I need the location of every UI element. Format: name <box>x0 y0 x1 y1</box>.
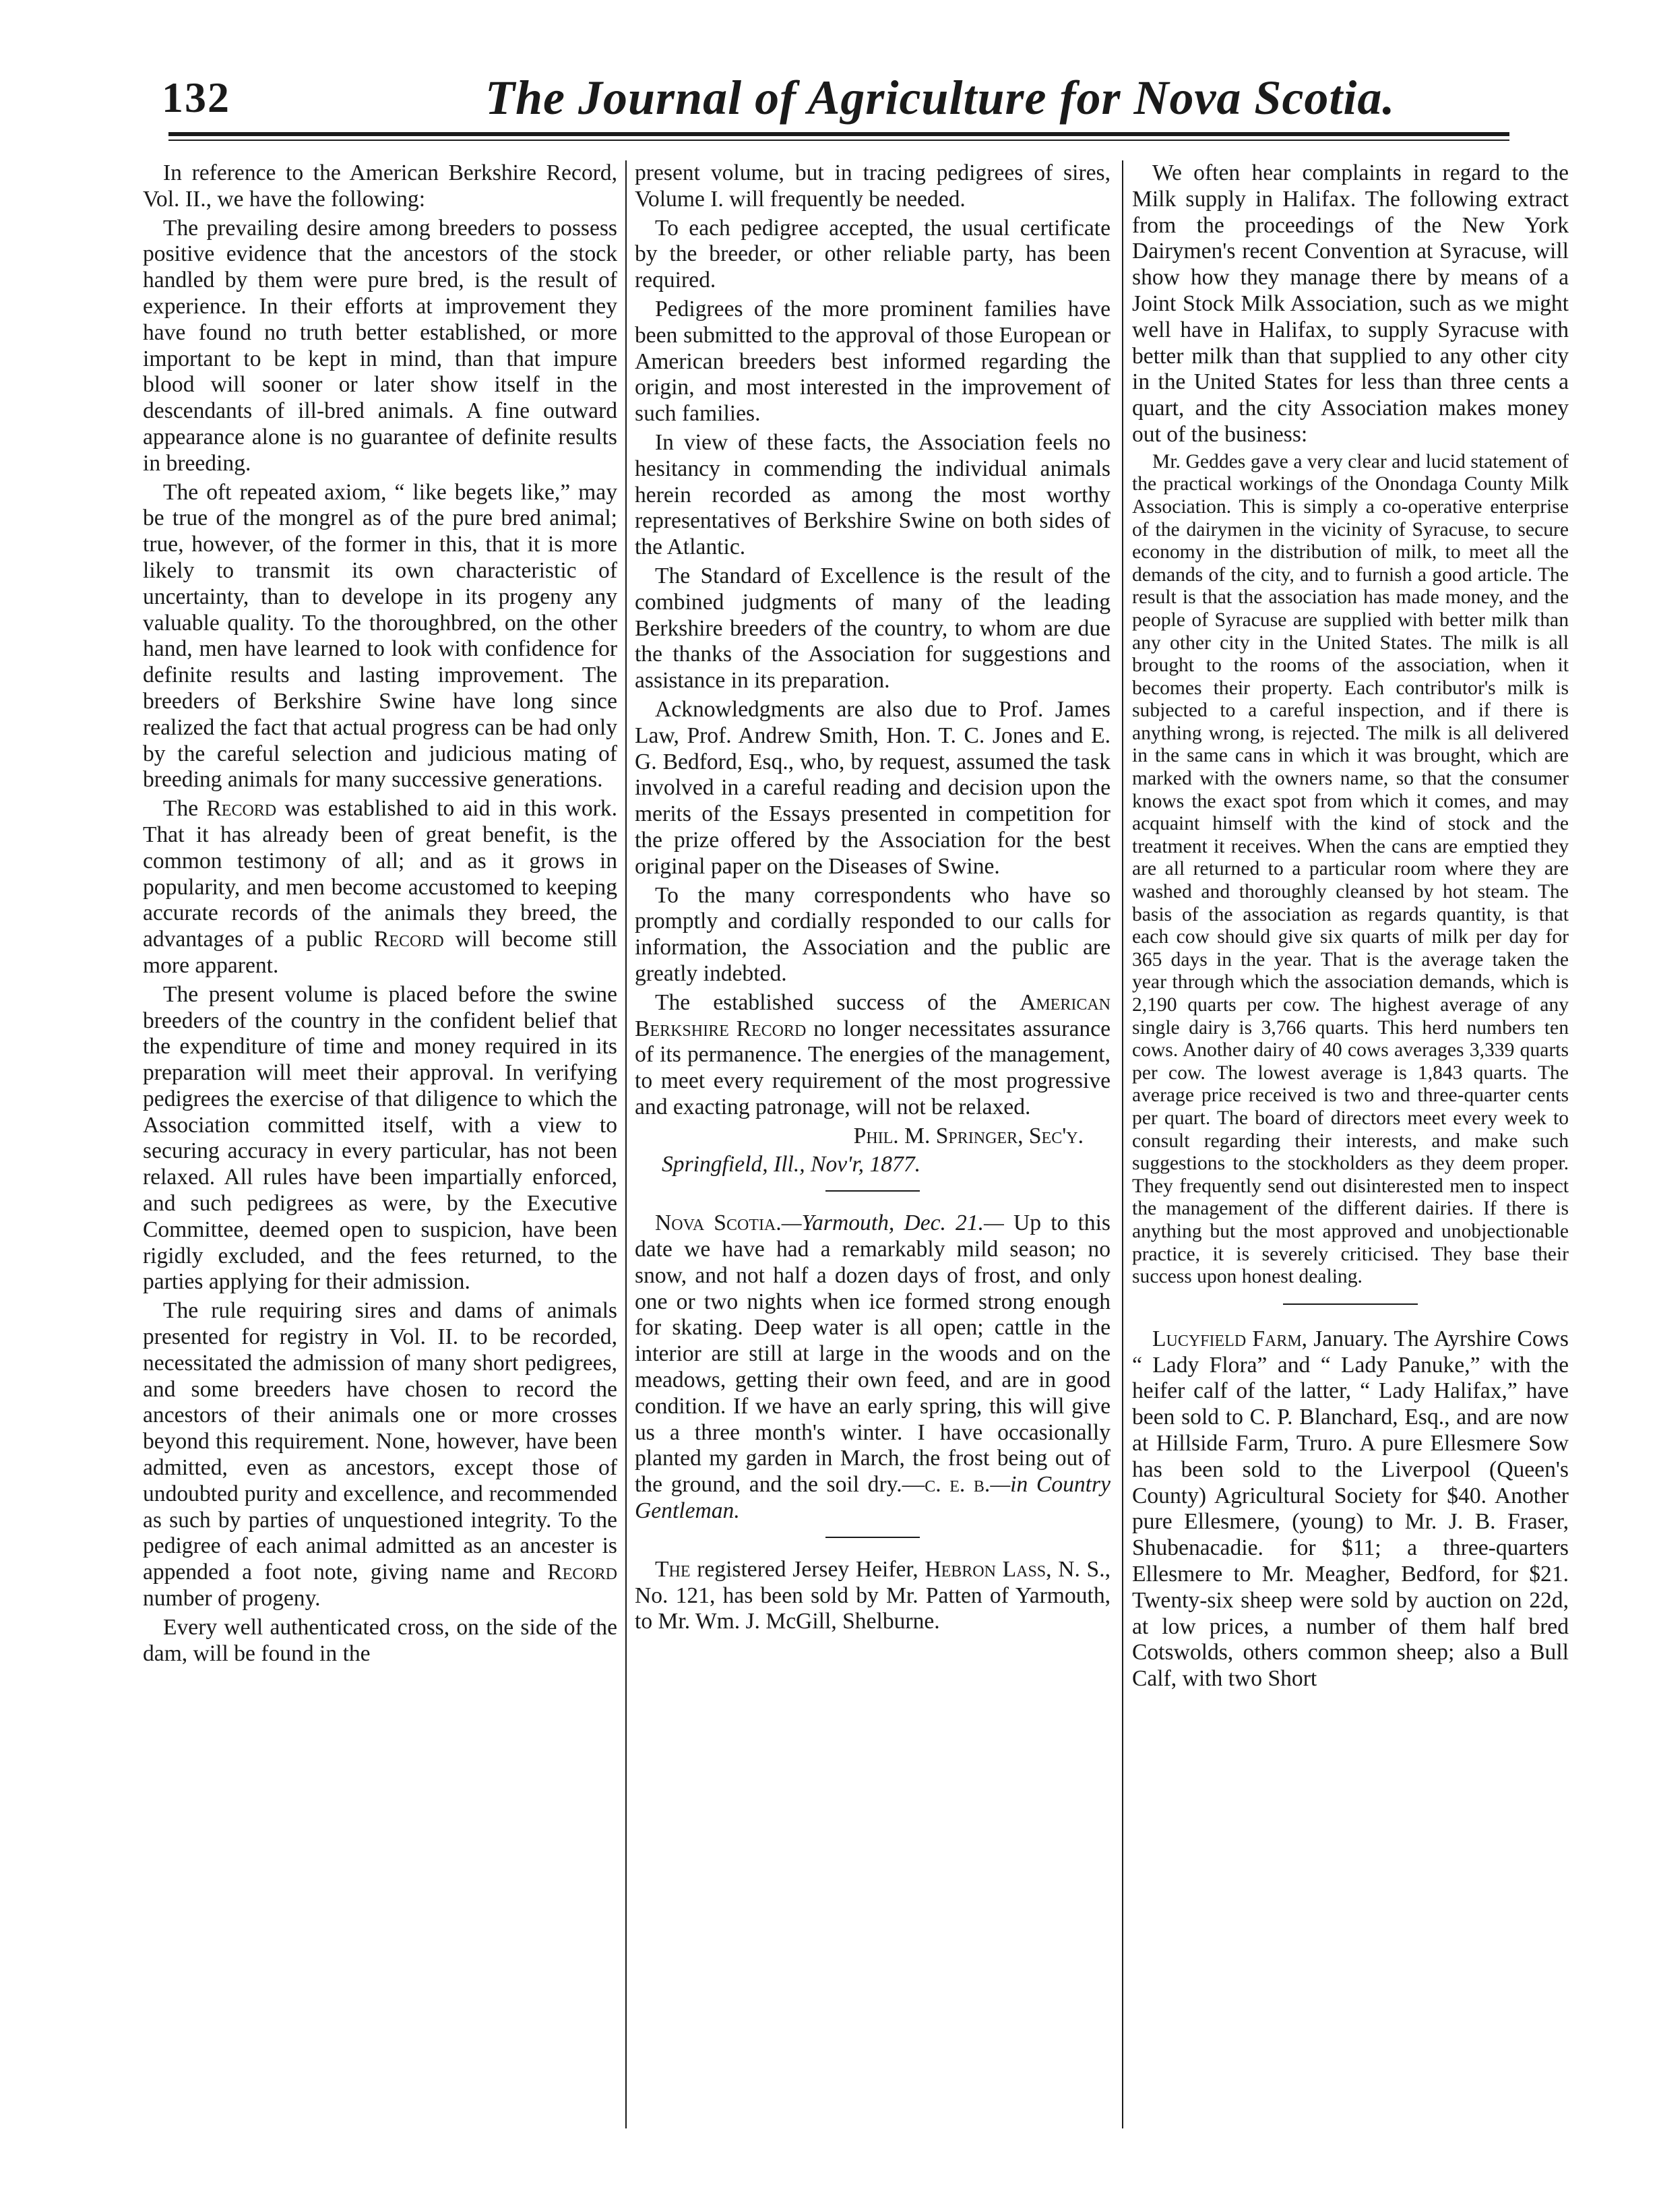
paragraph <box>635 990 1111 1121</box>
text-run: , N. S., No. 121, has been sold by Mr. Patten of Yarmouth, to Mr. Wm. J. McGill, Shelburne. <box>635 1556 1111 1634</box>
record-caps: Record <box>547 1560 617 1585</box>
signature-place: Springfield, Ill., Nov'r, 1877. <box>662 1152 920 1177</box>
news-heading: Lucyfield Farm, <box>1152 1326 1308 1351</box>
news-credit: c. e. b. <box>925 1472 991 1498</box>
record-caps: Record <box>373 927 444 952</box>
signature: Phil. M. Springer, Sec'y. <box>853 1123 1084 1148</box>
text-run: The established success of the <box>655 989 1020 1015</box>
text-run: The rule requiring sires and dams of animals presented for registry in Vol. II. to be recorded, necessitated the admission of many short pedigrees, and some breeders have chosen to record the ancestors of their animals one or more crosses beyond this requirement. None, however, have been admitted, even as ancestors, except those of undoubted purity and excellence, and recommended as such by parties of unquestioned integrity. To the pedigree of each animal admitted as an ancester is appended a foot note, giving name and <box>143 1298 617 1585</box>
paragraph: Every well authenticated cross, on the side of the dam, will be found in the <box>143 1614 617 1666</box>
page-number: 132 <box>162 73 230 121</box>
news-item <box>1132 1326 1569 1692</box>
paragraph: In view of these facts, the Association feels no hesitancy in commending the individual animals herein recorded as among the most worthy representatives of Berkshire Swine on both sides of the Atlantic. <box>635 429 1111 560</box>
animal-name: Hebron Lass <box>925 1556 1046 1582</box>
column-1 <box>143 160 617 2118</box>
quoted-extract: Mr. Geddes gave a very clear and lucid statement of the practical workings of the Onondaga County Milk Association. This is simply a co-operative enterprise of the dairymen in the vicinity of Syracuse, to secure economy in the distribution of milk, to meet all the demands of the city, and to furnish a good article. The result is that the association has made money, and the people of Syracuse are supplied with better milk than any other city in the United States. The milk is all brought to the rooms of the association, when it becomes their property. Each contributor's milk is subjected to a careful inspection, and if there is anything wrong, is rejected. The milk is all delivered in the same cans in which it was brought, which are marked with the owners name, so that the consumer knows the exact spot from which it comes, and may acquaint himself with the kind of stock and the treatment it receives. When the cans are emptied they are all returned to a particular room where they are washed and thoroughly cleansed by hot steam. The basis of the association as regards quantity, is that each cow should give six quarts of milk per day for 365 days in the year. That is the average taken the year through which the association demands, which is 2,190 quarts per cow. The highest average of any single dairy is 3,766 quarts. This herd numbers ten cows. Another dairy of 40 cows averages 3,339 quarts per cow. The lowest average is 1,843 quarts. The average price received is two and three-quarter cents per quart. The board of directors meet every week to consult regarding their interests, and make such suggestions to the stockholders as they deem proper. They frequently send out disinterested men to inspect the management of the different dairies. If there is anything but the most approved and unobjectionable practice, it is severely criticised. They base their success upon honest dealing. <box>1132 450 1569 1288</box>
news-item <box>635 1557 1111 1635</box>
paragraph <box>143 1298 617 1612</box>
column-divider <box>1122 160 1123 2128</box>
text-run: January. The Ayrshire Cows “ Lady Flora” and “ Lady Panuke,” with the heifer calf of the latter, “ Lady Halifax,” have been sold to C. P. Blanchard, Esq., and are now at Hillside Farm, Truro. A pure Ellesmere Sow has been sold to the Liverpool (Queen's County) Agricultural Society for $40. Another pure Ellesmere, (young) to Mr. J. B. Fraser, Shubenacadie. for $11; a three-quarters Ellesmere to Mr. Meagher, Bedford, for $21. Twenty-six sheep were sold by auction on 22d, at low prices, a number of them half bred Cotswolds, others common sheep; also a Bull Calf, with two Short <box>1132 1326 1569 1692</box>
header-rule-thin <box>168 140 1509 141</box>
news-heading: The <box>655 1556 691 1582</box>
text-run: will become still more apparent. <box>143 927 617 978</box>
paragraph <box>143 796 617 979</box>
paragraph: present volume, but in tracing pedigrees of sires, Volume I. will frequently be needed. <box>635 160 1111 212</box>
paragraph: To the many correspondents who have so promptly and cordially responded to our calls for information, the Association and the public are greatly indebted. <box>635 882 1111 986</box>
header-rule-thick <box>168 132 1509 136</box>
record-caps: American Berkshire Record <box>635 989 1111 1041</box>
section-separator <box>825 1190 920 1192</box>
column-2 <box>635 160 1111 2118</box>
news-place: —Yarmouth, Dec. 21.— <box>781 1210 1004 1236</box>
column-3 <box>1132 160 1569 2118</box>
section-separator <box>1283 1303 1418 1305</box>
section-separator <box>825 1537 920 1538</box>
text-run: was established to aid in this work. That it has already been of great benefit, is the common testimony of all; and as it grows in popularity, and men become accustomed to keeping accurate records of the animals they breed, the advantages of a public <box>143 796 617 952</box>
news-source: —in Country Gentleman. <box>635 1472 1111 1524</box>
paragraph: The oft repeated axiom, “ like begets like,” may be true of the mongrel as of the pure bred animal; true, however, of the former in this, that it is more likely to transmit its own characteristic of uncertainty, than to develope in its progeny any valuable quality. To the thoroughbred, on the other hand, men have learned to look with confidence for definite results and lasting improvement. The breeders of Berkshire Swine have long since realized the fact that actual progress can be had only by the careful selection and judicious mating of breeding animals for many successive generations. <box>143 479 617 793</box>
paragraph: In reference to the American Berkshire Record, Vol. II., we have the following: <box>143 160 617 212</box>
text-run: Up to this date we have had a remarkably mild season; no snow, and not half a dozen days of frost, and only one or two nights when ice formed strong enough for skating. Deep water is all open; cattle in the interior are still at large in the woods and on the meadows, getting their own feed, and are in good condition. If we have an early spring, this will give us a three month's winter. I have occasionally planted my garden in March, the frost being out of the ground, and the soil dry.— <box>635 1210 1111 1498</box>
page-header <box>162 73 1509 127</box>
journal-title: The Journal of Agriculture for Nova Scotia. <box>485 71 1396 125</box>
paragraph: We often hear complaints in regard to the Milk supply in Halifax. The following extract from the proceedings of the New York Dairymen's recent Convention at Syracuse, will show how they manage there by means of a Joint Stock Milk Association, such as we might well have in Halifax, to supply Syracuse with better milk than that supplied to any other city in the United States for less than three cents a quart, and the city Association makes money out of the business: <box>1132 160 1569 447</box>
text-run: registered Jersey Heifer, <box>690 1556 925 1582</box>
text-run: number of progeny. <box>143 1586 321 1611</box>
paragraph: The Standard of Excellence is the result of the combined judgments of many of the leading Berkshire breeders of the country, to whom are due the thanks of the Association for suggestions and assistance in its preparation. <box>635 563 1111 694</box>
paragraph: The present volume is placed before the swine breeders of the country in the confident belief that the expenditure of time and money required in its preparation will meet their approval. In verifying pedigrees the exercise of that diligence to which the Association committed itself, with a view to securing accuracy in every particular, has not been relaxed. All rules have been impartially enforced, and such pedigrees as were, by the Executive Committee, deemed open to suspicion, have been rigidly excluded, and the fees returned, to the parties applying for their admission. <box>143 981 617 1295</box>
text-run: The <box>163 796 207 822</box>
paragraph: The prevailing desire among breeders to possess positive evidence that the ancestors of the stock handled by them were pure bred, is the result of experience. In their efforts at improvement they have found no truth better established, or more important to be kept in mind, than that impure blood will sooner or later show itself in the descendants of ill-bred animals. A fine outward appearance alone is no guarantee of definite results in breeding. <box>143 215 617 476</box>
paragraph: To each pedigree accepted, the usual certificate by the breeder, or other reliable party, has been required. <box>635 215 1111 293</box>
column-divider <box>625 160 627 2128</box>
record-caps: Record <box>206 796 277 822</box>
paragraph: Pedigrees of the more prominent families have been submitted to the approval of those European or American breeders best informed regarding the origin, and most interested in the improvement of such families. <box>635 296 1111 427</box>
news-heading: Nova Scotia. <box>655 1210 782 1236</box>
news-item <box>635 1210 1111 1525</box>
text-run: no longer necessitates assurance of its permanence. The energies of the management, to meet every requirement of the most progressive and exacting patronage, will not be relaxed. <box>635 1016 1111 1119</box>
paragraph: Acknowledgments are also due to Prof. James Law, Prof. Andrew Smith, Hon. T. C. Jones and E. G. Bedford, Esq., who, by request, assumed the task involved in a careful reading and decision upon the merits of the Essays presented in competition for the prize offered by the Association for the best original paper on the Diseases of Swine. <box>635 696 1111 879</box>
